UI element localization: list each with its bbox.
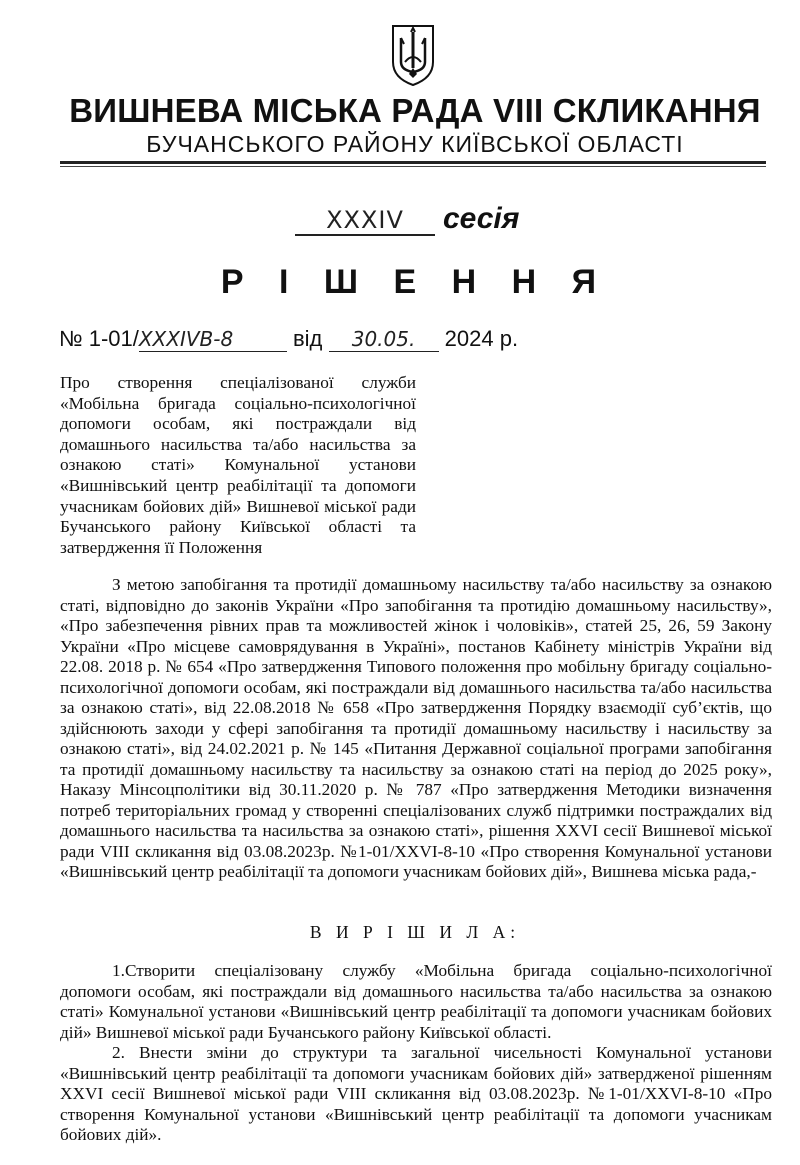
session-number: XXXIV: [295, 206, 435, 236]
decision-number-line: [59, 326, 518, 352]
decision-item: 1.Створити спеціалізовану службу «Мобільна бригада соціально-психологічної допомоги особам, які постраждали від домашнього насильства та/або насильства за ознакою статі» Комунальної установи «Вишнівський центр реабілітації та допомоги учасникам бойових дій» Вишневої міської ради Бучанського району Київської області.: [60, 961, 772, 1042]
decision-item: 2. Внести зміни до структури та загальної чисельності Комунальної установи «Вишнівський центр реабілітації та допомоги учасникам бойових дій» затвердженої рішенням XXVI сесії Вишневої міської ради VIII скликання від 03.08.2023р. №1-01/XXVI-8-10 «Про створення Комунальної установи «Вишнівський центр реабілітації та допомоги учасникам бойових дій».: [60, 1043, 772, 1144]
council-subtitle: БУЧАНСЬКОГО РАЙОНУ КИЇВСЬКОЇ ОБЛАСТІ: [146, 131, 684, 157]
preamble-paragraph: З метою запобігання та протидії домашньому насильству та/або насильству за ознакою статі, відповідно до законів України «Про запобігання та протидію домашньому насильству», «Про забезпечення рівних прав та можливостей жінок і чоловіків», статей 25, 26, 59 Закону України «Про місцеве самоврядування в Україні», постанов Кабінету міністрів України від 22.08. 2018 р. № 654 «Про затвердження Типового положення про мобільну бригаду соціально-психологічної допомоги особам, які постраждали від домашнього насильства та/або насильства за ознакою статі», від 22.08.2018 № 658 «Про затвердження Порядку взаємодії суб’єктів, що здійснюють заходи у сфері запобігання та протидії домашньому насильству і насильству за ознакою статі», від 24.02.2021 р. № 145 «Питання Державної соціальної програми запобігання та протидії домашньому насильству та насильству за ознакою статі на період до 2025 року», Наказу Мінсоцполітики від 30.11.2020 р. № 787 «Про затвердження Методики визначення потреб територіальних громад у створенні спеціалізованих служб підтримки постраждалих від домашнього насильства та насильства за ознакою статі», рішення XXVI сесії Вишневої міської ради VIII скликання від 03.08.2023р. №1-01/XXVI-8-10 «Про створення Комунальної установи «Вишнівський центр реабілітації та допомоги учасникам бойових дій», Вишнева міська рада,-: [60, 575, 772, 881]
resolved-heading: В И Р І Ш И Л А:: [309, 922, 521, 942]
decision-number: XXXIVВ-8: [139, 327, 287, 352]
decision-year: 2024 р.: [444, 326, 519, 351]
decision-title: Р І Ш Е Н Н Я: [220, 263, 610, 301]
decision-date: 30.05.: [329, 327, 439, 352]
decision-items: [60, 961, 772, 1146]
header-divider-thin: [60, 166, 766, 167]
session-line: [295, 202, 519, 236]
decision-subject: Про створення спеціалізованої служби «Мобільна бригада соціально-психологічної допомоги особам, які постраждали від домашнього насильства та/або насильства за ознакою статі» Комунальної установи «Вишнівський центр реабілітації та допомоги учасникам бойових дій» Вишневої міської ради Бучанського району Київської області та затвердження її Положення: [60, 373, 416, 557]
header-divider: [60, 161, 766, 164]
trident-coat-of-arms-icon: [389, 22, 437, 88]
number-prefix: № 1-01/: [59, 326, 139, 351]
date-label: від: [292, 326, 323, 351]
council-title: ВИШНЕВА МІСЬКА РАДА VIII СКЛИКАННЯ: [69, 92, 761, 129]
session-label: сесія: [443, 202, 520, 235]
